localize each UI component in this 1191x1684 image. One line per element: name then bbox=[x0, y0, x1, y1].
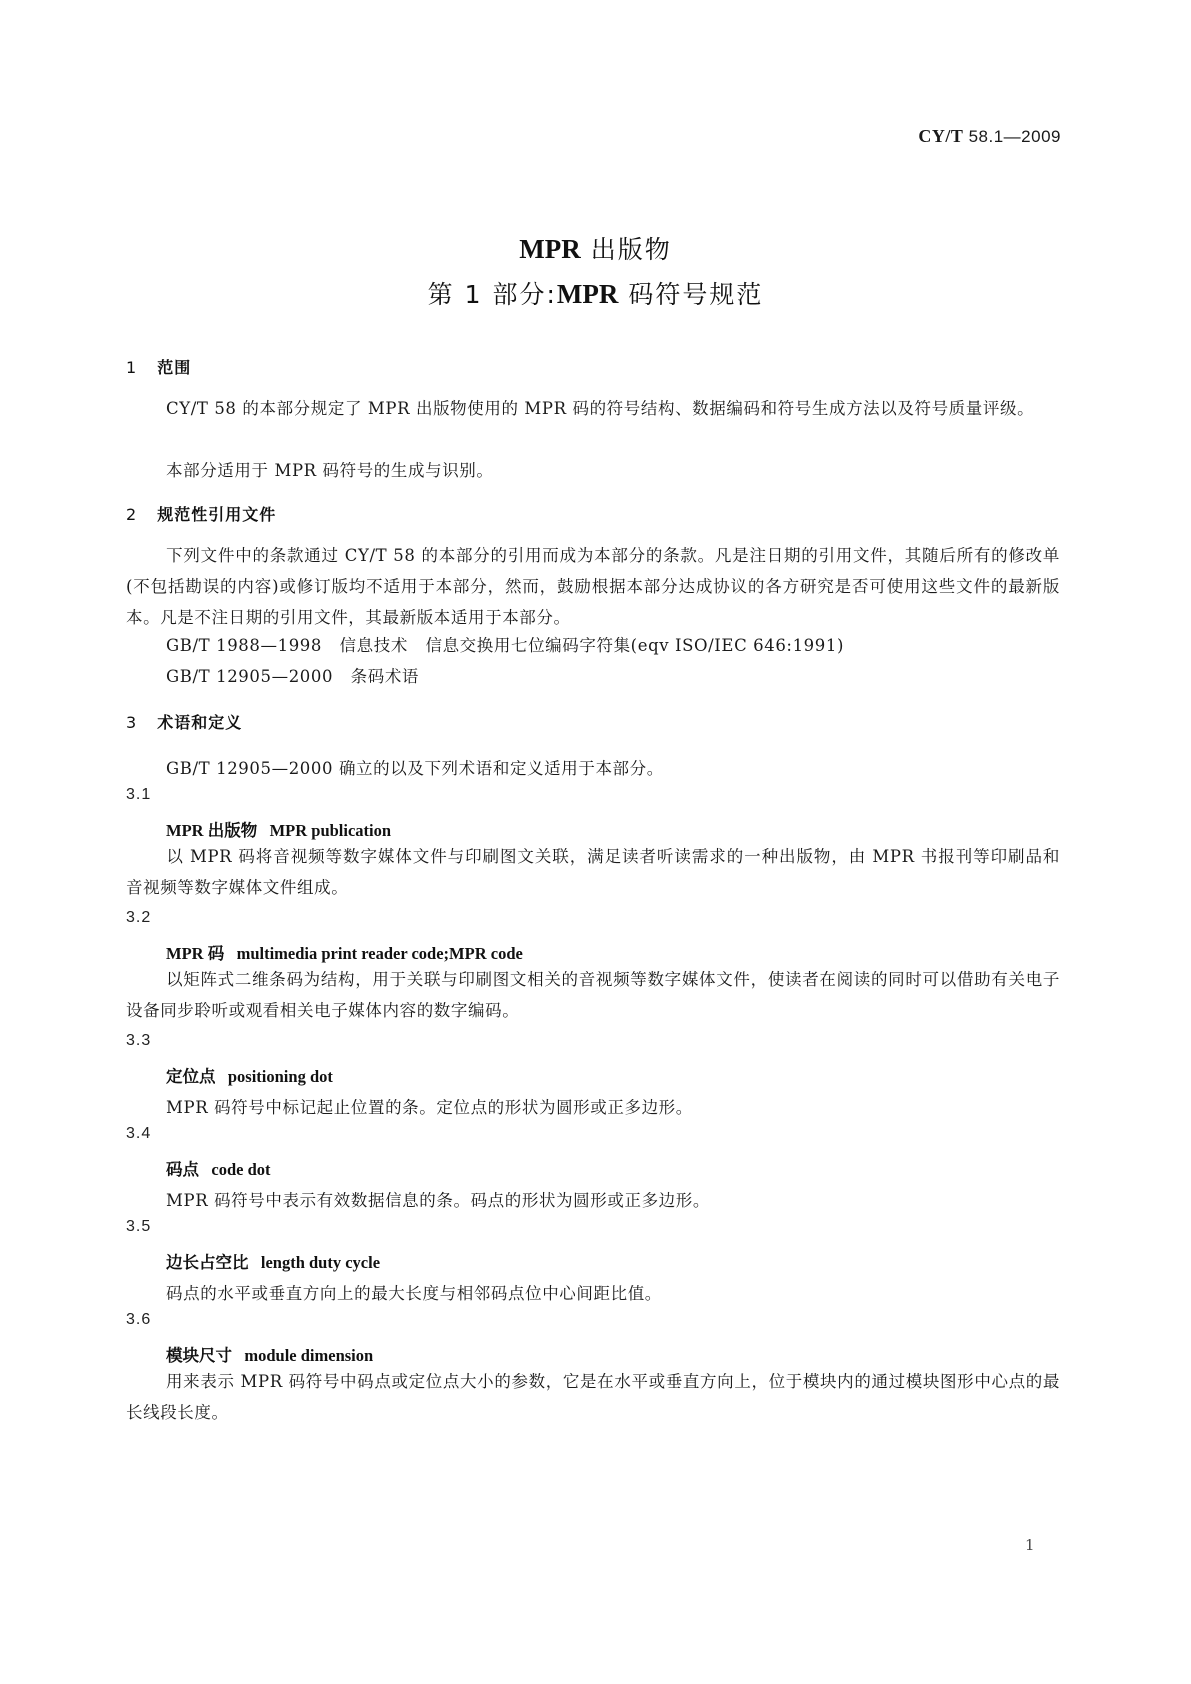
title-cjk: 出版物 bbox=[580, 235, 672, 264]
section-heading-1 bbox=[126, 355, 191, 378]
clause-number: 3.4 bbox=[126, 1125, 152, 1142]
section-title: 术语和定义 bbox=[157, 713, 243, 732]
clause-number: 3.1 bbox=[126, 786, 152, 803]
reference-item: GB/T 1988—1998 信息技术 信息交换用七位编码字符集(eqv ISO/IEC 646:1991) bbox=[166, 636, 845, 655]
definition-text: 以 MPR 码将音视频等数字媒体文件与印刷图文关联，满足读者听读需求的一种出版物，由 MPR 书报刊等印刷品和音视频等数字媒体文件组成。 bbox=[126, 847, 1060, 897]
paragraph bbox=[126, 540, 1060, 633]
section-number: 1 bbox=[126, 358, 138, 377]
paragraph-text: CY/T 58 的本部分规定了 MPR 出版物使用的 MPR 码的符号结构、数据编码和符号生成方法以及符号质量评级。 bbox=[166, 399, 1035, 418]
clause-number: 3.5 bbox=[126, 1218, 152, 1235]
definition-text: 用来表示 MPR 码符号中码点或定位点大小的参数，它是在水平或垂直方向上，位于模块内的通过模块图形中心点的最长线段长度。 bbox=[126, 1372, 1060, 1422]
reference-item: GB/T 12905—2000 条码术语 bbox=[166, 667, 420, 686]
page-number: 1 bbox=[1025, 1536, 1035, 1554]
section-number: 3 bbox=[126, 713, 138, 732]
standard-prefix: CY/T bbox=[918, 126, 964, 146]
term-title: 模块尺寸 module dimension bbox=[166, 1346, 374, 1365]
term-title: MPR 出版物 MPR publication bbox=[166, 821, 392, 840]
paragraph bbox=[126, 455, 1060, 486]
term-title: 定位点 positioning dot bbox=[166, 1067, 333, 1086]
definition-text: 以矩阵式二维条码为结构，用于关联与印刷图文相关的音视频等数字媒体文件，使读者在阅读的同时可以借助有关电子设备同步聆听或观看相关电子媒体内容的数字编码。 bbox=[126, 970, 1060, 1020]
clause-number: 3.2 bbox=[126, 909, 152, 926]
term-definition bbox=[126, 1366, 1060, 1428]
paragraph bbox=[126, 393, 1060, 424]
subtitle-latin: MPR bbox=[556, 279, 619, 309]
document-subtitle bbox=[0, 275, 1191, 311]
section-number: 2 bbox=[126, 505, 138, 524]
term-title: 边长占空比 length duty cycle bbox=[166, 1253, 381, 1272]
clause-number: 3.3 bbox=[126, 1032, 152, 1049]
term-title: 码点 code dot bbox=[166, 1160, 271, 1179]
subtitle-cjk: 码符号规范 bbox=[618, 280, 764, 309]
term-definition bbox=[126, 964, 1060, 1026]
title-latin: MPR bbox=[519, 234, 581, 264]
section-title: 范围 bbox=[157, 358, 192, 377]
term-definition: MPR 码符号中表示有效数据信息的条。码点的形状为圆形或正多边形。 bbox=[166, 1191, 710, 1210]
subtitle-part: 第 1 部分: bbox=[427, 280, 557, 309]
section-title: 规范性引用文件 bbox=[157, 505, 277, 524]
section-heading-3 bbox=[126, 710, 242, 733]
term-definition: 码点的水平或垂直方向上的最大长度与相邻码点位中心间距比值。 bbox=[166, 1284, 662, 1303]
standard-code bbox=[918, 126, 1061, 147]
standard-number: 58.1—2009 bbox=[963, 127, 1061, 146]
section-heading-2 bbox=[126, 502, 276, 525]
section-intro: GB/T 12905—2000 确立的以及下列术语和定义适用于本部分。 bbox=[166, 759, 664, 778]
term-definition bbox=[126, 841, 1060, 903]
term-definition: MPR 码符号中标记起止位置的条。定位点的形状为圆形或正多边形。 bbox=[166, 1098, 693, 1117]
term-title: MPR 码 multimedia print reader code;MPR code bbox=[166, 944, 523, 963]
paragraph-text: 本部分适用于 MPR 码符号的生成与识别。 bbox=[166, 461, 494, 480]
paragraph-text: 下列文件中的条款通过 CY/T 58 的本部分的引用而成为本部分的条款。凡是注日期的引用文件，其随后所有的修改单(不包括勘误的内容)或修订版均不适用于本部分，然而，鼓励根据本部分达成协议的各方研究是否可使用这些文件的最新版本。凡是不注日期的引用文件，其最新版本适用于本部分。 bbox=[126, 546, 1060, 627]
clause-number: 3.6 bbox=[126, 1311, 152, 1328]
document-title bbox=[0, 230, 1191, 266]
